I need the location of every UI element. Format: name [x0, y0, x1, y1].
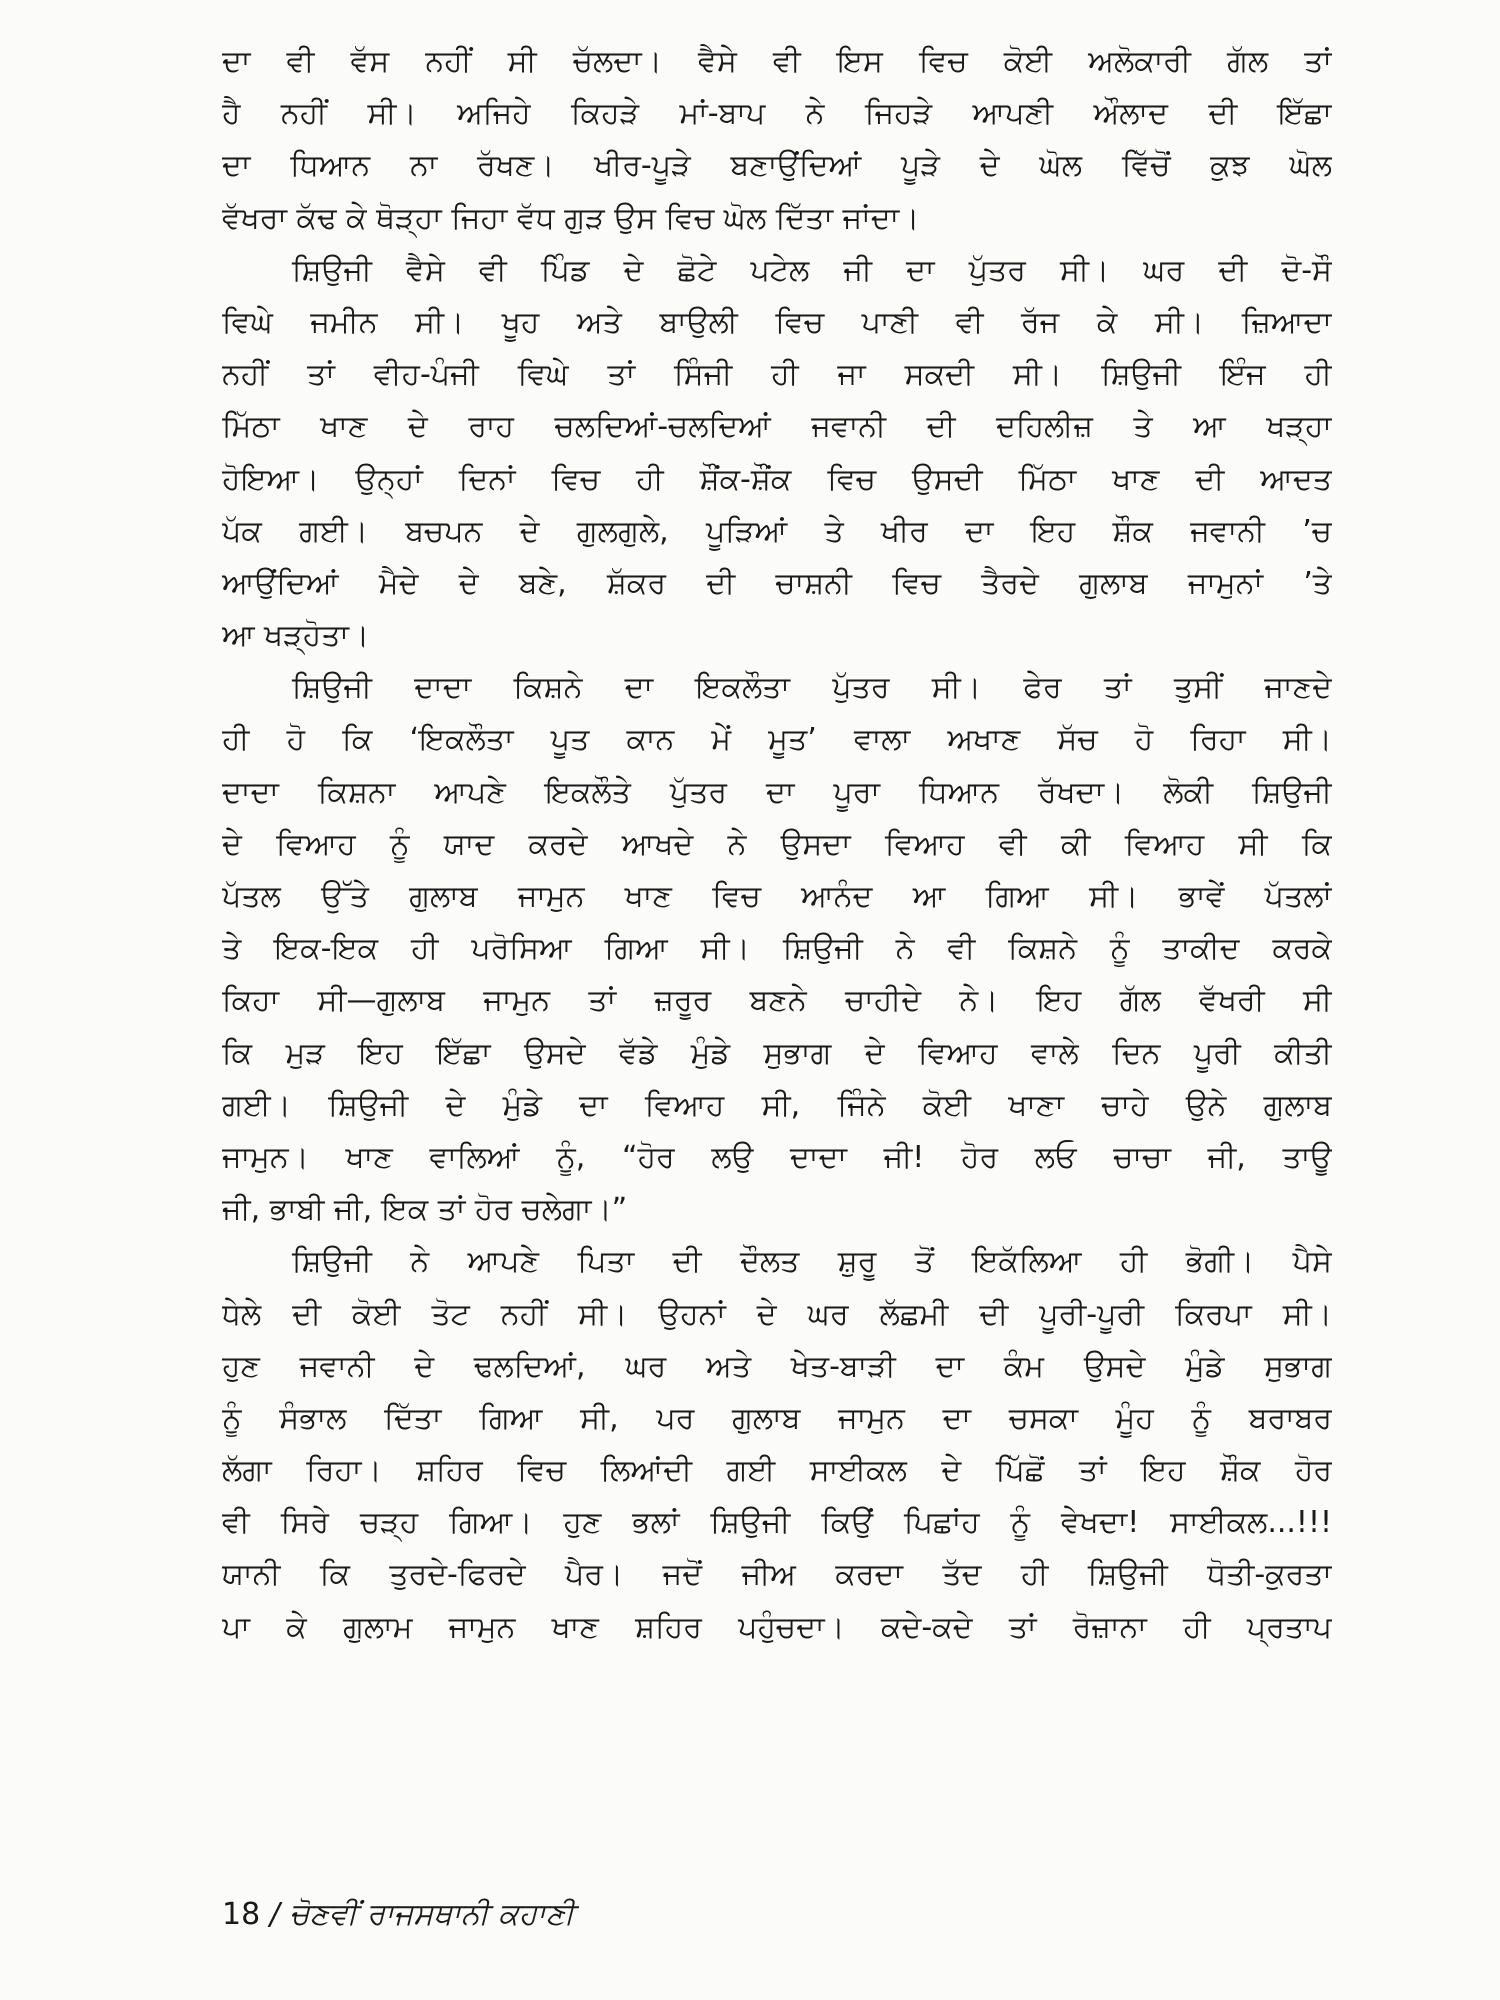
text-line: ਸ਼ਿਉਜੀ ਵੈਸੇ ਵੀ ਪਿੰਡ ਦੇ ਛੋਟੇ ਪਟੇਲ ਜੀ ਦਾ ਪੁੱਤਰ ਸੀ। ਘਰ ਦੀ ਦੋ-ਸੌ	[292, 252, 1332, 288]
text-line: ਦਾ ਵੀ ਵੱਸ ਨਹੀਂ ਸੀ ਚੱਲਦਾ। ਵੈਸੇ ਵੀ ਇਸ ਵਿਚ ਕੋਈ ਅਲੋਕਾਰੀ ਗੱਲ ਤਾਂ	[222, 44, 1332, 79]
text-line: ਸ਼ਿਉਜੀ ਨੇ ਆਪਣੇ ਪਿਤਾ ਦੀ ਦੌਲਤ ਸ਼ੁਰੂ ਤੋਂ ਇਕੱਲਿਆ ਹੀ ਭੋਗੀ। ਪੈਸੇ	[292, 1244, 1332, 1280]
text-line: ਯਾਨੀ ਕਿ ਤੁਰਦੇ-ਫਿਰਦੇ ਪੈਰ। ਜਦੋਂ ਜੀਅ ਕਰਦਾ ਤੱਦ ਹੀ ਸ਼ਿਉਜੀ ਧੋਤੀ-ਕੁਰਤਾ	[222, 1557, 1332, 1593]
text-line: ਹੁਣ ਜਵਾਨੀ ਦੇ ਢਲਦਿਆਂ, ਘਰ ਅਤੇ ਖੇਤ-ਬਾੜੀ ਦਾ ਕੰਮ ਉਸਦੇ ਮੁੰਡੇ ਸੁਭਾਗ	[222, 1348, 1332, 1384]
text-line: ਹੀ ਹੋ ਕਿ ‘ਇਕਲੌਤਾ ਪੂਤ ਕਾਨ ਮੇਂ ਮੂਤ’ ਵਾਲਾ ਅਖਾਣ ਸੱਚ ਹੋ ਰਿਹਾ ਸੀ।	[222, 722, 1332, 758]
text-line: ਵੀ ਸਿਰੇ ਚੜ੍ਹ ਗਿਆ। ਹੁਣ ਭਲਾਂ ਸ਼ਿਉਜੀ ਕਿਉਂ ਪਿਛਾਂਹ ਨੂੰ ਵੇਖਦਾ! ਸਾਈਕਲ...!!!	[222, 1505, 1332, 1541]
page-number: 18	[222, 1897, 261, 1932]
text-line: ਗਈ। ਸ਼ਿਉਜੀ ਦੇ ਮੁੰਡੇ ਦਾ ਵਿਆਹ ਸੀ, ਜਿੰਨੇ ਕੋਈ ਖਾਣਾ ਚਾਹੇ ਉਨੇ ਗੁਲਾਬ	[222, 1087, 1332, 1123]
text-line: ਵਿਘੇ ਜਮੀਨ ਸੀ। ਖੂਹ ਅਤੇ ਬਾਉਲੀ ਵਿਚ ਪਾਣੀ ਵੀ ਰੱਜ ਕੇ ਸੀ। ਜ਼ਿਆਦਾ	[222, 304, 1332, 340]
text-line: ਵੱਖਰਾ ਕੱਢ ਕੇ ਥੋੜ੍ਹਾ ਜਿਹਾ ਵੱਧ ਗੁੜ ਉਸ ਵਿਚ ਘੋਲ ਦਿੱਤਾ ਜਾਂਦਾ।	[222, 200, 920, 236]
body-text	[222, 36, 1332, 1654]
text-line: ਧੇਲੇ ਦੀ ਕੋਈ ਤੋਟ ਨਹੀਂ ਸੀ। ਉਹਨਾਂ ਦੇ ਘਰ ਲੱਛਮੀ ਦੀ ਪੂਰੀ-ਪੂਰੀ ਕਿਰਪਾ ਸੀ।	[222, 1296, 1332, 1332]
text-line: ਲੱਗਾ ਰਿਹਾ। ਸ਼ਹਿਰ ਵਿਚ ਲਿਆਂਦੀ ਗਈ ਸਾਈਕਲ ਦੇ ਪਿੱਛੋਂ ਤਾਂ ਇਹ ਸ਼ੌਕ ਹੋਰ	[222, 1453, 1332, 1489]
text-line: ਮਿੱਠਾ ਖਾਣ ਦੇ ਰਾਹ ਚਲਦਿਆਂ-ਚਲਦਿਆਂ ਜਵਾਨੀ ਦੀ ਦਹਿਲੀਜ਼ ਤੇ ਆ ਖੜ੍ਹਾ	[222, 409, 1332, 445]
text-line: ਕਿ ਮੁੜ ਇਹ ਇੱਛਾ ਉਸਦੇ ਵੱਡੇ ਮੁੰਡੇ ਸੁਭਾਗ ਦੇ ਵਿਆਹ ਵਾਲੇ ਦਿਨ ਪੂਰੀ ਕੀਤੀ	[222, 1035, 1332, 1071]
text-line: ਦੇ ਵਿਆਹ ਨੂੰ ਯਾਦ ਕਰਦੇ ਆਖਦੇ ਨੇ ਉਸਦਾ ਵਿਆਹ ਵੀ ਕੀ ਵਿਆਹ ਸੀ ਕਿ	[222, 826, 1332, 862]
book-title: ਚੋਣਵੀਂ ਰਾਜਸਥਾਨੀ ਕਹਾਣੀ	[289, 1897, 575, 1932]
text-line: ਜਾਮੁਨ। ਖਾਣ ਵਾਲਿਆਂ ਨੂੰ, “ਹੋਰ ਲਉ ਦਾਦਾ ਜੀ! ਹੋਰ ਲਓ ਚਾਚਾ ਜੀ, ਤਾਊ	[222, 1139, 1332, 1175]
page-footer	[222, 1895, 574, 1935]
text-line: ਹੈ ਨਹੀਂ ਸੀ। ਅਜਿਹੇ ਕਿਹੜੇ ਮਾਂ-ਬਾਪ ਨੇ ਜਿਹੜੇ ਆਪਣੀ ਔਲਾਦ ਦੀ ਇੱਛਾ	[222, 96, 1332, 132]
footer-separator: /	[269, 1897, 280, 1932]
text-line: ਜੀ, ਭਾਬੀ ਜੀ, ਇਕ ਤਾਂ ਹੋਰ ਚਲੇਗਾ।”	[222, 1192, 628, 1228]
text-line: ਆਉਂਦਿਆਂ ਮੈਦੇ ਦੇ ਬਣੇ, ਸ਼ੱਕਰ ਦੀ ਚਾਸ਼ਨੀ ਵਿਚ ਤੈਰਦੇ ਗੁਲਾਬ ਜਾਮੁਨਾਂ ’ਤੇ	[222, 565, 1332, 601]
text-line: ਦਾ ਧਿਆਨ ਨਾ ਰੱਖਣ। ਖੀਰ-ਪੂੜੇ ਬਣਾਉਂਦਿਆਂ ਪੂੜੇ ਦੇ ਘੋਲ ਵਿੱਚੋਂ ਕੁਝ ਘੋਲ	[222, 148, 1332, 184]
text-line: ਤੇ ਇਕ-ਇਕ ਹੀ ਪਰੋਸਿਆ ਗਿਆ ਸੀ। ਸ਼ਿਉਜੀ ਨੇ ਵੀ ਕਿਸ਼ਨੇ ਨੂੰ ਤਾਕੀਦ ਕਰਕੇ	[222, 931, 1332, 967]
text-line: ਆ ਖੜ੍ਹੋਤਾ।	[222, 618, 370, 654]
text-line: ਪੱਤਲ ਉੱਤੇ ਗੁਲਾਬ ਜਾਮੁਨ ਖਾਣ ਵਿਚ ਆਨੰਦ ਆ ਗਿਆ ਸੀ। ਭਾਵੇਂ ਪੱਤਲਾਂ	[222, 879, 1332, 914]
text-line: ਹੋਇਆ। ਉਨ੍ਹਾਂ ਦਿਨਾਂ ਵਿਚ ਹੀ ਸ਼ੌਂਕ-ਸ਼ੌਂਕ ਵਿਚ ਉਸਦੀ ਮਿੱਠਾ ਖਾਣ ਦੀ ਆਦਤ	[222, 461, 1332, 497]
text-line: ਕਿਹਾ ਸੀ—ਗੁਲਾਬ ਜਾਮੁਨ ਤਾਂ ਜ਼ਰੂਰ ਬਣਨੇ ਚਾਹੀਦੇ ਨੇ। ਇਹ ਗੱਲ ਵੱਖਰੀ ਸੀ	[222, 983, 1332, 1019]
text-line: ਪੱਕ ਗਈ। ਬਚਪਨ ਦੇ ਗੁਲਗੁਲੇ, ਪੂੜਿਆਂ ਤੇ ਖੀਰ ਦਾ ਇਹ ਸ਼ੌਕ ਜਵਾਨੀ ’ਚ	[222, 513, 1332, 549]
text-line: ਨਹੀਂ ਤਾਂ ਵੀਹ-ਪੰਜੀ ਵਿਘੇ ਤਾਂ ਸਿੰਜੀ ਹੀ ਜਾ ਸਕਦੀ ਸੀ। ਸ਼ਿਉਜੀ ਇੰਜ ਹੀ	[222, 357, 1332, 393]
text-line: ਸ਼ਿਉਜੀ ਦਾਦਾ ਕਿਸ਼ਨੇ ਦਾ ਇਕਲੌਤਾ ਪੁੱਤਰ ਸੀ। ਫੇਰ ਤਾਂ ਤੁਸੀਂ ਜਾਣਦੇ	[292, 670, 1332, 706]
text-line: ਨੂੰ ਸੰਭਾਲ ਦਿੱਤਾ ਗਿਆ ਸੀ, ਪਰ ਗੁਲਾਬ ਜਾਮੁਨ ਦਾ ਚਸਕਾ ਮੂੰਹ ਨੂੰ ਬਰਾਬਰ	[222, 1400, 1332, 1436]
text-line: ਪਾ ਕੇ ਗੁਲਾਮ ਜਾਮੁਨ ਖਾਣ ਸ਼ਹਿਰ ਪਹੁੰਚਦਾ। ਕਦੇ-ਕਦੇ ਤਾਂ ਰੋਜ਼ਾਨਾ ਹੀ ਪ੍ਰਤਾਪ	[222, 1609, 1332, 1645]
text-line: ਦਾਦਾ ਕਿਸ਼ਨਾ ਆਪਣੇ ਇਕਲੌਤੇ ਪੁੱਤਰ ਦਾ ਪੂਰਾ ਧਿਆਨ ਰੱਖਦਾ। ਲੋਕੀ ਸ਼ਿਉਜੀ	[222, 774, 1332, 810]
